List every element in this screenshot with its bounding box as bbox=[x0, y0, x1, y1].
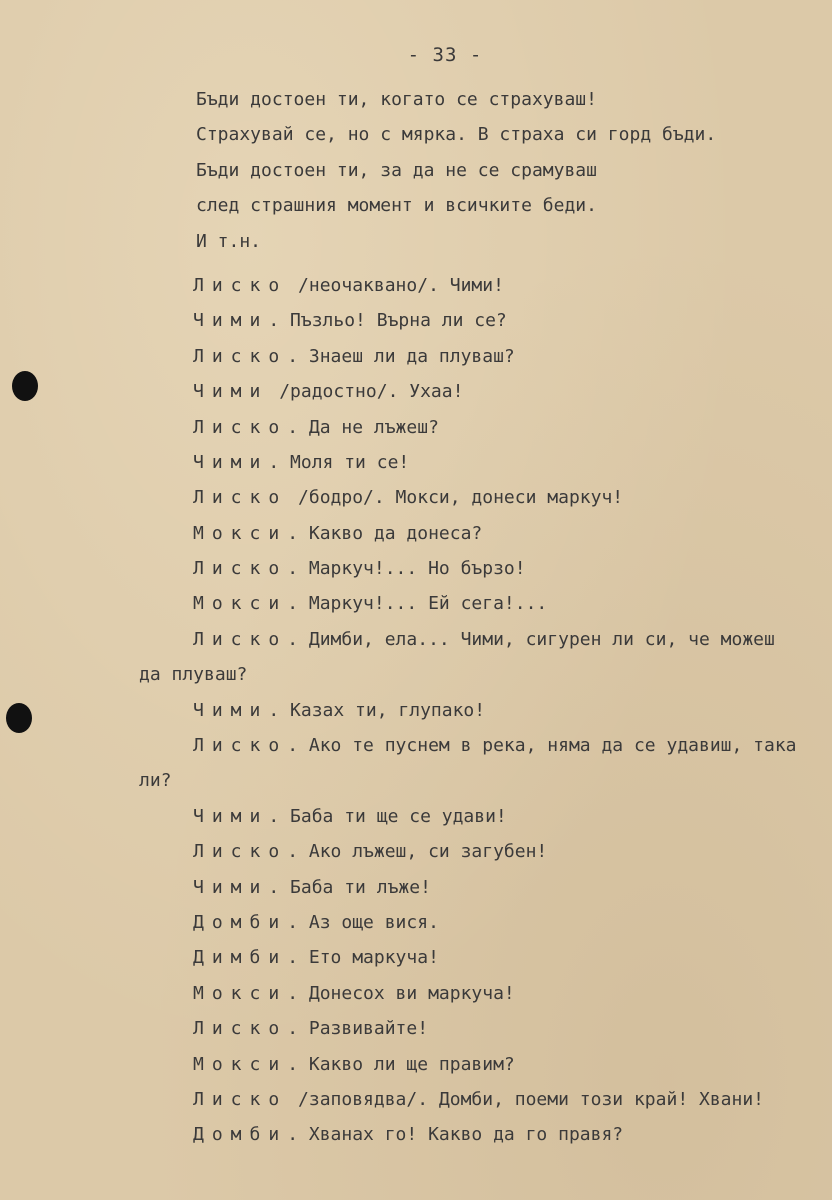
speaker-name: Лиско bbox=[193, 1018, 288, 1040]
speaker-name: Чими bbox=[193, 876, 269, 898]
speaker-name: Мокси bbox=[193, 593, 288, 615]
speaker-name: Лиско bbox=[193, 841, 288, 863]
speech-text: . Донесох ви маркуча! bbox=[287, 982, 515, 1004]
speaker-name: Чими bbox=[193, 310, 269, 332]
dialogue-line bbox=[0, 834, 832, 869]
dialogue-line bbox=[0, 303, 832, 338]
dialogue-line bbox=[0, 374, 832, 409]
verse-line: Страхувай се, но с мярка. В страха си горд бъди. bbox=[196, 124, 717, 146]
dialogue-line bbox=[0, 940, 832, 975]
speech-text: . Димби, ела... Чими, сигурен ли си, че можеш bbox=[287, 628, 775, 650]
dialogue-continuation: ли? bbox=[139, 770, 172, 792]
speaker-name: Домби bbox=[193, 1124, 288, 1146]
dialogue-line bbox=[0, 586, 832, 621]
speech-text: /неочаквано/. Чими! bbox=[287, 274, 504, 296]
speaker-name: Лиско bbox=[193, 416, 288, 438]
speech-text: . Ако те пуснем в река, няма да се удавиш, така bbox=[287, 735, 797, 757]
speaker-name: Чими bbox=[193, 381, 269, 403]
speech-text: . Хванах го! Какво да го правя? bbox=[287, 1124, 624, 1146]
dialogue-line bbox=[0, 445, 832, 480]
dialogue-line bbox=[0, 551, 832, 586]
speaker-name: Лиско bbox=[193, 628, 288, 650]
dialogue-line bbox=[0, 1011, 832, 1046]
dialogue-line bbox=[0, 870, 832, 905]
dialogue-line bbox=[0, 410, 832, 445]
speech-text: /заповядва/. Домби, поеми този край! Хвани! bbox=[287, 1088, 765, 1110]
dialogue-line bbox=[0, 905, 832, 940]
verse-line: И т.н. bbox=[196, 230, 262, 252]
verse-line: след страшния момент и всичките беди. bbox=[196, 195, 597, 217]
speech-text: . Какво ли ще правим? bbox=[287, 1053, 515, 1075]
speaker-name: Лиско bbox=[193, 274, 288, 296]
dialogue-line bbox=[0, 799, 832, 834]
dialogue-continuation: да плуваш? bbox=[139, 664, 248, 686]
dialogue-line bbox=[0, 1082, 832, 1117]
speaker-name: Мокси bbox=[193, 1053, 288, 1075]
paragraph-gap bbox=[0, 259, 832, 268]
speech-text: /радостно/. Ухаа! bbox=[268, 381, 464, 403]
dialogue-line bbox=[0, 976, 832, 1011]
speaker-name: Чими bbox=[193, 451, 269, 473]
speech-text: . Маркуч!... Ей сега!... bbox=[287, 593, 548, 615]
dialogue-line bbox=[0, 1047, 832, 1082]
speech-text: . Какво да донеса? bbox=[287, 522, 483, 544]
speech-text: . Пъзльо! Върна ли се? bbox=[268, 310, 507, 332]
speech-text: . Моля ти се! bbox=[268, 451, 410, 473]
speaker-name: Лиско bbox=[193, 558, 288, 580]
speaker-name: Лиско bbox=[193, 345, 288, 367]
document-body bbox=[0, 82, 832, 1153]
dialogue-line bbox=[0, 516, 832, 551]
speaker-name: Димби bbox=[193, 947, 288, 969]
speech-text: . Казах ти, глупако! bbox=[268, 699, 486, 721]
speaker-name: Лиско bbox=[193, 735, 288, 757]
dialogue-line bbox=[0, 268, 832, 303]
speech-text: . Ето маркуча! bbox=[287, 947, 439, 969]
speech-text: . Баба ти ще се удави! bbox=[268, 805, 507, 827]
speaker-name: Мокси bbox=[193, 982, 288, 1004]
dialogue-line bbox=[0, 622, 832, 657]
speech-text: . Развивайте! bbox=[287, 1018, 429, 1040]
speaker-name: Лиско bbox=[193, 487, 288, 509]
speech-text: . Знаеш ли да плуваш? bbox=[287, 345, 515, 367]
page-number: - 33 - bbox=[407, 44, 483, 66]
speech-text: . Маркуч!... Но бързо! bbox=[287, 558, 526, 580]
speaker-name: Мокси bbox=[193, 522, 288, 544]
speaker-name: Чими bbox=[193, 805, 269, 827]
dialogue-line bbox=[0, 339, 832, 374]
verse-line: Бъди достоен ти, за да не се срамуваш bbox=[196, 159, 597, 181]
speech-text: . Да не лъжеш? bbox=[287, 416, 439, 438]
speech-text: . Аз още вися. bbox=[287, 911, 439, 933]
speaker-name: Домби bbox=[193, 911, 288, 933]
speech-text: . Ако лъжеш, си загубен! bbox=[287, 841, 548, 863]
speaker-name: Чими bbox=[193, 699, 269, 721]
verse-line: Бъди достоен ти, когато се страхуваш! bbox=[196, 89, 597, 110]
dialogue-line bbox=[0, 693, 832, 728]
dialogue-line bbox=[0, 480, 832, 515]
speech-text: /бодро/. Мокси, донеси маркуч! bbox=[287, 487, 624, 509]
dialogue-line bbox=[0, 728, 832, 763]
speaker-name: Лиско bbox=[193, 1088, 288, 1110]
dialogue-line bbox=[0, 1117, 832, 1152]
speech-text: . Баба ти лъже! bbox=[268, 876, 431, 898]
